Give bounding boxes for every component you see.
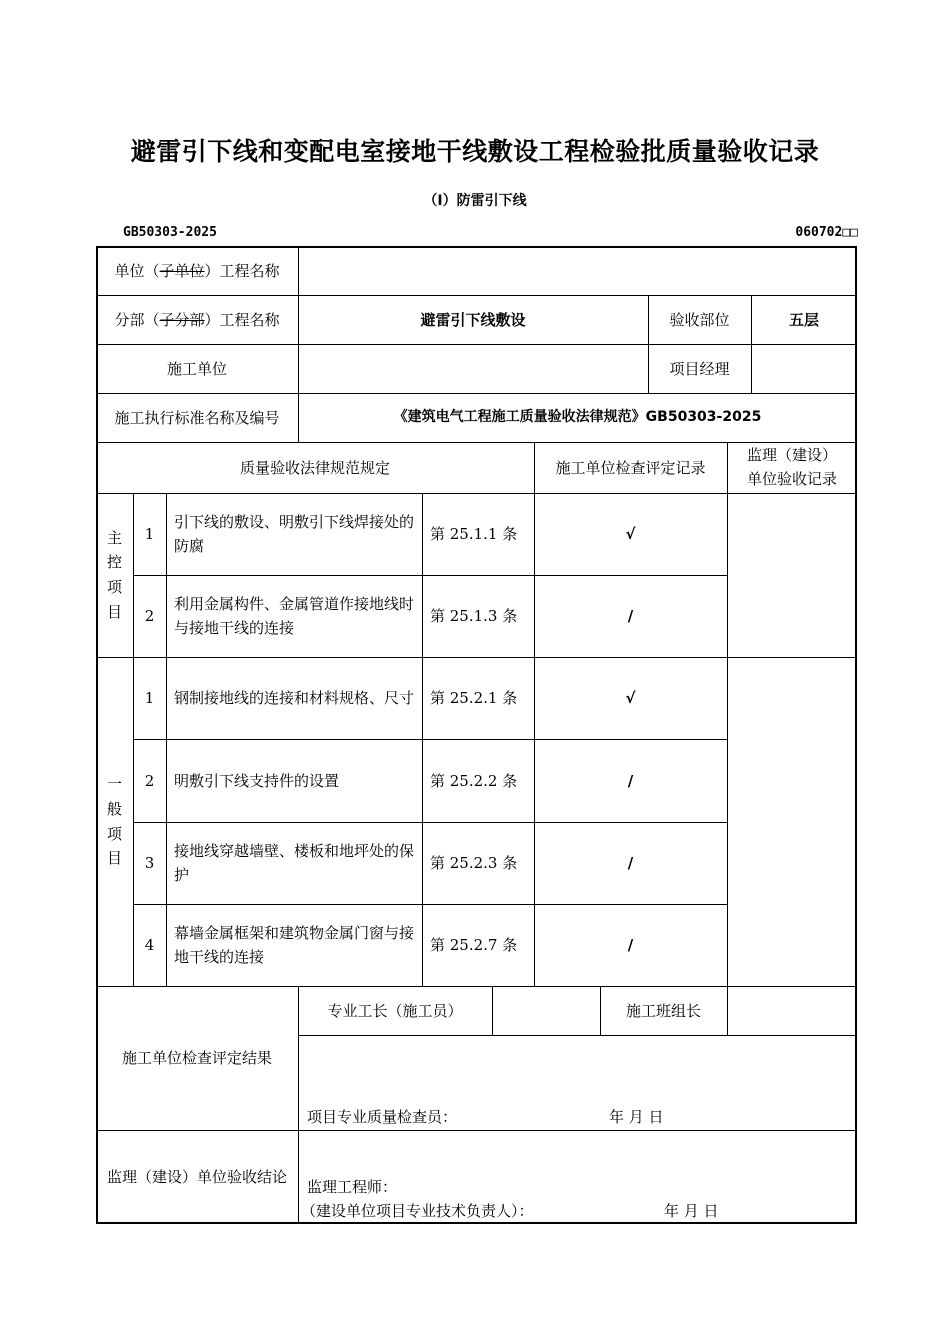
unit-project-name-label: 单位（ 子单位 ）工程名称: [114, 261, 280, 280]
foreman-label: 专业工长（施工员）: [327, 1001, 463, 1020]
foreman-value[interactable]: [492, 986, 600, 1035]
supervisor-conclusion-label: 监理（建设）单位验收结论: [106, 1168, 287, 1186]
item-description: 利用金属构件、金属管道作接地线时与接地干线的连接: [174, 595, 415, 637]
item-clause: 第 25.2.2 条: [430, 771, 518, 790]
item-check-result[interactable]: /: [627, 607, 634, 625]
owner-tech-lead-label: （建设单位项目专业技术负责人）：: [301, 1202, 534, 1220]
item-clause: 第 25.2.7 条: [430, 936, 518, 954]
item-description: 接地线穿越墙壁、楼板和地坪处的保护: [174, 842, 415, 884]
general-items-supervisor-record[interactable]: [727, 657, 857, 986]
inspection-part-value[interactable]: 五层: [788, 310, 819, 329]
item-clause: 第 25.2.3 条: [430, 854, 518, 872]
quality-inspector-label: 项目专业质量检查员：: [307, 1108, 458, 1126]
item-check-result[interactable]: √: [625, 689, 636, 707]
item-description: 明敷引下线支持件的设置: [174, 771, 340, 790]
item-check-result[interactable]: /: [627, 936, 634, 954]
supervisor-record-header: 监理（建设） 单位验收记录: [746, 446, 837, 488]
spec-header: 质量验收法律规范规定: [239, 458, 390, 477]
project-manager-value[interactable]: [751, 344, 857, 393]
inspection-record-table: [96, 246, 857, 1224]
team-leader-value[interactable]: [727, 986, 857, 1035]
item-number: 4: [144, 936, 155, 954]
item-number: 3: [144, 854, 155, 872]
standard-name-label: 施工执行标准名称及编号: [114, 408, 280, 427]
item-check-result[interactable]: √: [625, 525, 636, 543]
item-description: 引下线的敷设、明敷引下线焊接处的防腐: [174, 513, 415, 555]
supervising-engineer-label: 监理工程师：: [307, 1178, 398, 1196]
inspection-part-label: 验收部位: [669, 310, 730, 329]
contractor-value[interactable]: [298, 344, 648, 393]
team-leader-label: 施工班组长: [625, 1001, 701, 1020]
standard-code: GB50303-2025: [123, 225, 217, 240]
standard-name-value: 《建筑电气工程施工质量验收法律规范》GB50303-2025: [393, 409, 762, 426]
document-title: 避雷引下线和变配电室接地干线敷设工程检验批质量验收记录: [130, 137, 820, 166]
contractor-check-header: 施工单位检查评定记录: [555, 458, 706, 477]
division-project-name-value[interactable]: 避雷引下线敷设: [420, 310, 526, 329]
item-description: 钢制接地线的连接和材料规格、尺寸: [174, 689, 415, 707]
item-clause: 第 25.1.3 条: [430, 607, 518, 625]
document-subtitle: （Ⅰ）防雷引下线: [423, 193, 527, 209]
division-project-name-label: 分部（ 子分部 ）工程名称: [114, 310, 280, 329]
contractor-result-label: 施工单位检查评定结果: [121, 1049, 272, 1067]
record-code: 060702□□: [795, 225, 858, 240]
item-number: 1: [144, 689, 155, 707]
item-number: 2: [144, 607, 155, 625]
item-description: 幕墙金属框架和建筑物金属门窗与接地干线的连接: [174, 924, 415, 966]
main-items-group-label: 主 控 项 目: [106, 528, 122, 621]
item-clause: 第 25.1.1 条: [430, 525, 518, 543]
unit-project-name-value[interactable]: [298, 246, 857, 295]
project-manager-label: 项目经理: [669, 359, 730, 378]
item-number: 2: [144, 771, 155, 790]
item-number: 1: [144, 525, 155, 543]
contractor-label: 施工单位: [166, 359, 227, 378]
general-items-group-label: 一 般 项 目: [106, 775, 122, 868]
conclusion-date-label: 年 月 日: [664, 1202, 719, 1220]
item-clause: 第 25.2.1 条: [430, 689, 518, 707]
inspector-date-label: 年 月 日: [609, 1108, 664, 1126]
item-check-result[interactable]: /: [627, 854, 634, 872]
main-items-supervisor-record[interactable]: [727, 493, 857, 657]
item-check-result[interactable]: /: [627, 771, 634, 790]
